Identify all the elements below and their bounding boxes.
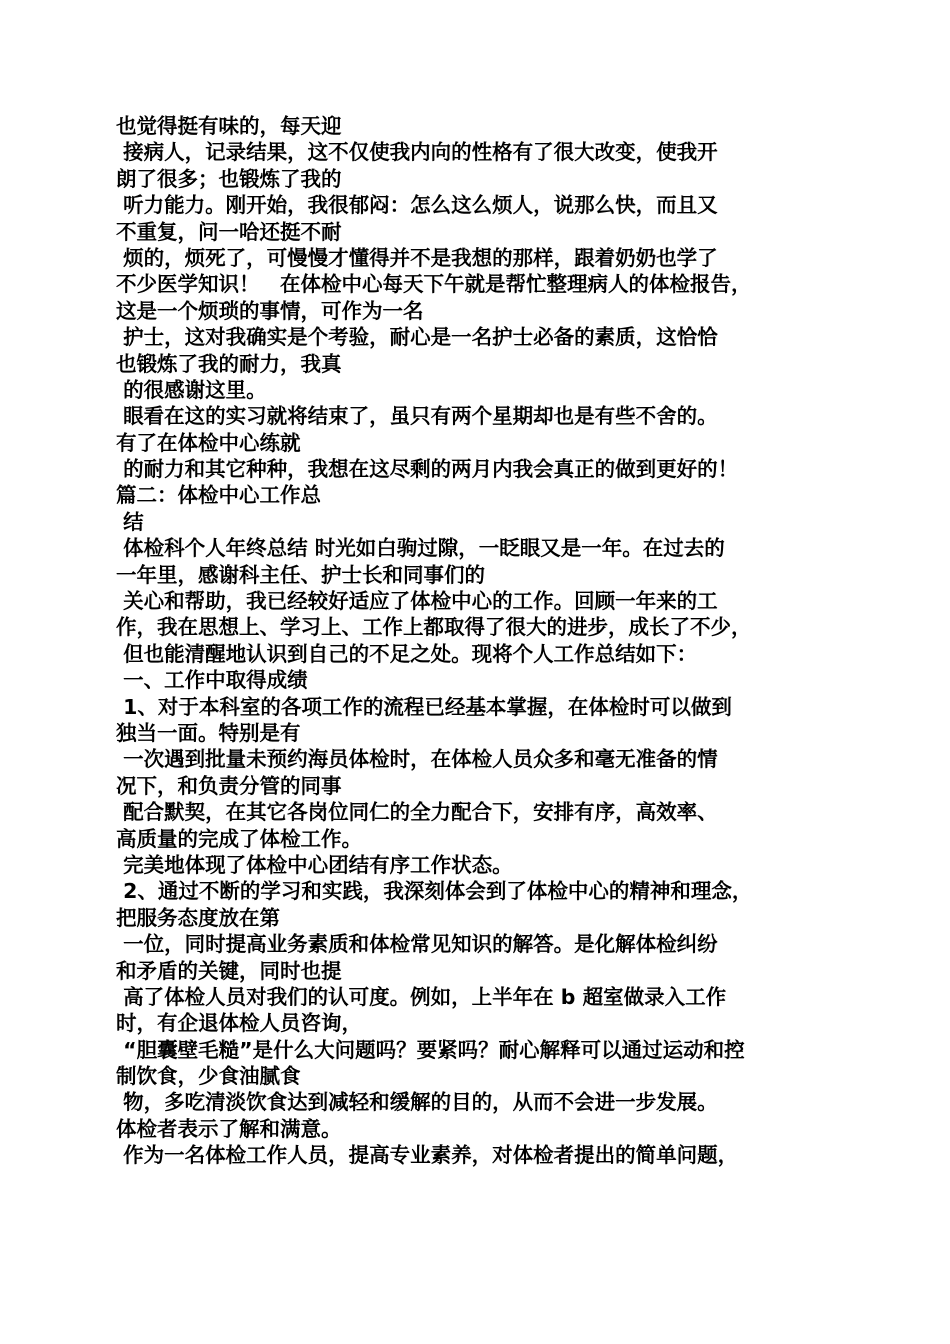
- section-heading: 结: [116, 509, 144, 534]
- text-line: 一位，同时提高业务素质和体检常见知识的解答。是化解体检纠纷: [116, 932, 718, 957]
- text-line: 配合默契，在其它各岗位同仁的全力配合下，安排有序，高效率、: [116, 800, 718, 825]
- text-line: 和矛盾的关键，同时也提: [116, 958, 342, 983]
- text-line: 把服务态度放在第: [116, 905, 280, 930]
- text-line: 关心和帮助，我已经较好适应了体检中心的工作。回顾一年来的工: [116, 589, 718, 614]
- text-line: 况下，和负责分管的同事: [116, 773, 342, 798]
- text-line: 也锻炼了我的耐力，我真: [116, 351, 342, 376]
- text-line: 体检科个人年终总结 时光如白驹过隙，一眨眼又是一年。在过去的: [116, 536, 725, 561]
- text-line: 1、对于本科室的各项工作的流程已经基本掌握，在体检时可以做到: [116, 694, 732, 719]
- text-line: “胆囊壁毛糙”是什么大问题吗？要紧吗？耐心解释可以通过运动和控: [116, 1037, 745, 1062]
- text-line: 眼看在这的实习就将结束了，虽只有两个星期却也是有些不舍的。: [116, 404, 718, 429]
- text-line: 独当一面。特别是有: [116, 720, 301, 745]
- section-heading: 篇二：体检中心工作总: [116, 483, 321, 508]
- text-line: 烦的，烦死了，可慢慢才懂得并不是我想的那样，跟着奶奶也学了: [116, 245, 718, 270]
- text-line: 有了在体检中心练就: [116, 430, 301, 455]
- text-line: 接病人，记录结果，这不仅使我内向的性格有了很大改变，使我开: [116, 140, 718, 165]
- text-line: 2、通过不断的学习和实践，我深刻体会到了体检中心的精神和理念，: [116, 879, 753, 904]
- text-line: 作，我在思想上、学习上、工作上都取得了很大的进步，成长了不少，: [116, 615, 752, 640]
- text-line: 时，有企退体检人员咨询，: [116, 1011, 362, 1036]
- text-line: 朗了很多；也锻炼了我的: [116, 166, 342, 191]
- text-line: 体检者表示了解和满意。: [116, 1116, 342, 1141]
- text-line: 高了体检人员对我们的认可度。例如，上半年在 b 超室做录入工作: [116, 984, 727, 1009]
- text-line: 护士，这对我确实是个考验，耐心是一名护士必备的素质，这恰恰: [116, 325, 718, 350]
- text-line: 但也能清醒地认识到自己的不足之处。现将个人工作总结如下：: [116, 641, 698, 666]
- text-line: 不少医学知识！ 在体检中心每天下午就是帮忙整理病人的体检报告，: [116, 272, 752, 297]
- text-line: 也觉得挺有味的，每天迎: [116, 114, 342, 138]
- text-line: 的耐力和其它种种，我想在这尽剩的两月内我会真正的做到更好的！: [116, 457, 739, 482]
- text-line: 这是一个烦琐的事情，可作为一名: [116, 298, 424, 323]
- text-line: 一次遇到批量未预约海员体检时，在体检人员众多和毫无准备的情: [116, 747, 718, 772]
- text-line: 听力能力。刚开始，我很郁闷：怎么这么烦人，说那么快，而且又: [116, 193, 718, 218]
- text-line: 完美地体现了体检中心团结有序工作状态。: [116, 852, 513, 877]
- text-line: 的很感谢这里。: [116, 377, 267, 402]
- text-line: 不重复，问一哈还挺不耐: [116, 219, 342, 244]
- document-body: [116, 113, 856, 1169]
- text-line: 高质量的完成了体检工作。: [116, 826, 362, 851]
- text-line: 制饮食，少食油腻食: [116, 1064, 301, 1089]
- subsection-heading: 一、工作中取得成绩: [116, 668, 308, 693]
- text-line: 一年里，感谢科主任、护士长和同事们的: [116, 562, 485, 587]
- text-line: 物，多吃清淡饮食达到减轻和缓解的目的，从而不会进一步发展。: [116, 1090, 718, 1115]
- text-line: 作为一名体检工作人员，提高专业素养，对体检者提出的简单问题，: [116, 1143, 739, 1168]
